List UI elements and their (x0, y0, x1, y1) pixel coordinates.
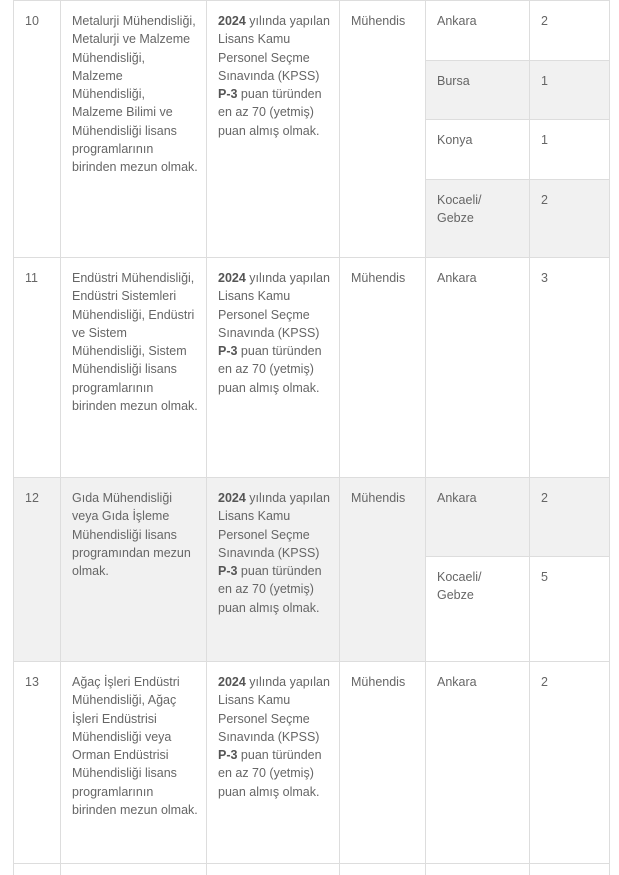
positions-table (13, 0, 610, 872)
requirement-text-end: puan türünden en az 70 (yetmiş) puan almış olmak. (218, 87, 322, 138)
program-cell (61, 864, 207, 875)
row-number: 10 (25, 14, 39, 28)
location-cell (426, 1, 530, 61)
count-cell (530, 864, 610, 875)
position-title: Mühendis (351, 491, 406, 505)
location-city: Kocaeli/ Gebze (437, 570, 482, 603)
location-city: Ankara (437, 675, 477, 689)
row-number-cell (13, 478, 61, 662)
program-cell (61, 662, 207, 864)
location-city: Bursa (437, 74, 470, 88)
title-cell (340, 258, 426, 478)
program-text: Gıda Mühendisliği veya Gıda İşleme Mühendisliği lisans programından mezun olmak. (72, 491, 191, 579)
program-text: Endüstri Mühendisliği, Endüstri Sistemleri Mühendisliği, Endüstri ve Sistem Mühendisliği, Sistem Mühendisliği lisans programlarının birinden mezun olmak. (72, 271, 198, 414)
requirement-text-end: puan türünden en az 70 (yetmiş) puan almış olmak. (218, 748, 322, 799)
requirement-text-end: puan türünden en az 70 (yetmiş) puan almış olmak. (218, 564, 322, 615)
location-cell (426, 478, 530, 557)
requirement-text: yılında yapılan Lisans Kamu Personel Seçme Sınavında (KPSS) (218, 14, 330, 83)
location-city: Kocaeli/ Gebze (437, 193, 482, 226)
exam-year: 2024 (218, 491, 246, 505)
count-cell (530, 478, 610, 557)
position-title: Mühendis (351, 14, 406, 28)
row-number: 11 (25, 271, 38, 285)
program-cell (61, 478, 207, 662)
location-count: 3 (541, 271, 548, 285)
location-cell (426, 258, 530, 478)
score-type: P-3 (218, 87, 238, 102)
title-cell (340, 662, 426, 864)
requirement-cell (207, 1, 340, 258)
location-count: 2 (541, 14, 548, 28)
row-number-cell (13, 258, 61, 478)
program-cell (61, 258, 207, 478)
program-text: Ağaç İşleri Endüstri Mühendisliği, Ağaç İşleri Endüstrisi Mühendisliği veya Orman Endüstrisi Mühendisliği lisans programlarının birinden mezun olmak. (72, 675, 198, 818)
score-type: P-3 (218, 564, 238, 579)
location-city: Ankara (437, 271, 477, 285)
title-cell (340, 1, 426, 258)
count-cell (530, 557, 610, 662)
requirement-text-end: puan türünden en az 70 (yetmiş) puan almış olmak. (218, 344, 322, 395)
position-title: Mühendis (351, 675, 406, 689)
program-text: Metalurji Mühendisliği, Metalurji ve Malzeme Mühendisliği, Malzeme Mühendisliği, Malzeme Bilimi ve Mühendisliği lisans programlarının birinden mezun olmak. (72, 14, 198, 175)
count-cell (530, 258, 610, 478)
location-city: Ankara (437, 14, 477, 28)
location-count: 2 (541, 675, 548, 689)
score-type: P-3 (218, 748, 238, 763)
row-number-cell (13, 662, 61, 864)
title-cell (340, 478, 426, 662)
location-count: 1 (541, 74, 548, 88)
requirement-cell (207, 478, 340, 662)
row-number: 13 (25, 675, 39, 689)
row-number: 12 (25, 491, 39, 505)
location-count: 1 (541, 133, 548, 147)
location-cell (426, 61, 530, 120)
exam-year: 2024 (218, 675, 246, 689)
location-cell (426, 662, 530, 864)
requirement-cell (207, 864, 340, 875)
row-number-cell (13, 1, 61, 258)
location-cell (426, 180, 530, 258)
location-count: 5 (541, 570, 548, 584)
count-cell (530, 662, 610, 864)
location-cell (426, 120, 530, 180)
count-cell (530, 120, 610, 180)
location-city: Konya (437, 133, 473, 147)
location-cell (426, 864, 530, 875)
program-cell (61, 1, 207, 258)
location-city: Ankara (437, 491, 477, 505)
exam-year: 2024 (218, 14, 246, 28)
score-type: P-3 (218, 344, 238, 359)
requirement-text: yılında yapılan Lisans Kamu Personel Seçme Sınavında (KPSS) (218, 271, 330, 340)
requirement-cell (207, 258, 340, 478)
row-number-cell (13, 864, 61, 875)
count-cell (530, 1, 610, 61)
requirement-text: yılında yapılan Lisans Kamu Personel Seçme Sınavında (KPSS) (218, 491, 330, 560)
exam-year: 2024 (218, 271, 246, 285)
title-cell (340, 864, 426, 875)
location-cell (426, 557, 530, 662)
requirement-text: yılında yapılan Lisans Kamu Personel Seçme Sınavında (KPSS) (218, 675, 330, 744)
requirement-cell (207, 662, 340, 864)
count-cell (530, 180, 610, 258)
count-cell (530, 61, 610, 120)
location-count: 2 (541, 491, 548, 505)
location-count: 2 (541, 193, 548, 207)
position-title: Mühendis (351, 271, 406, 285)
